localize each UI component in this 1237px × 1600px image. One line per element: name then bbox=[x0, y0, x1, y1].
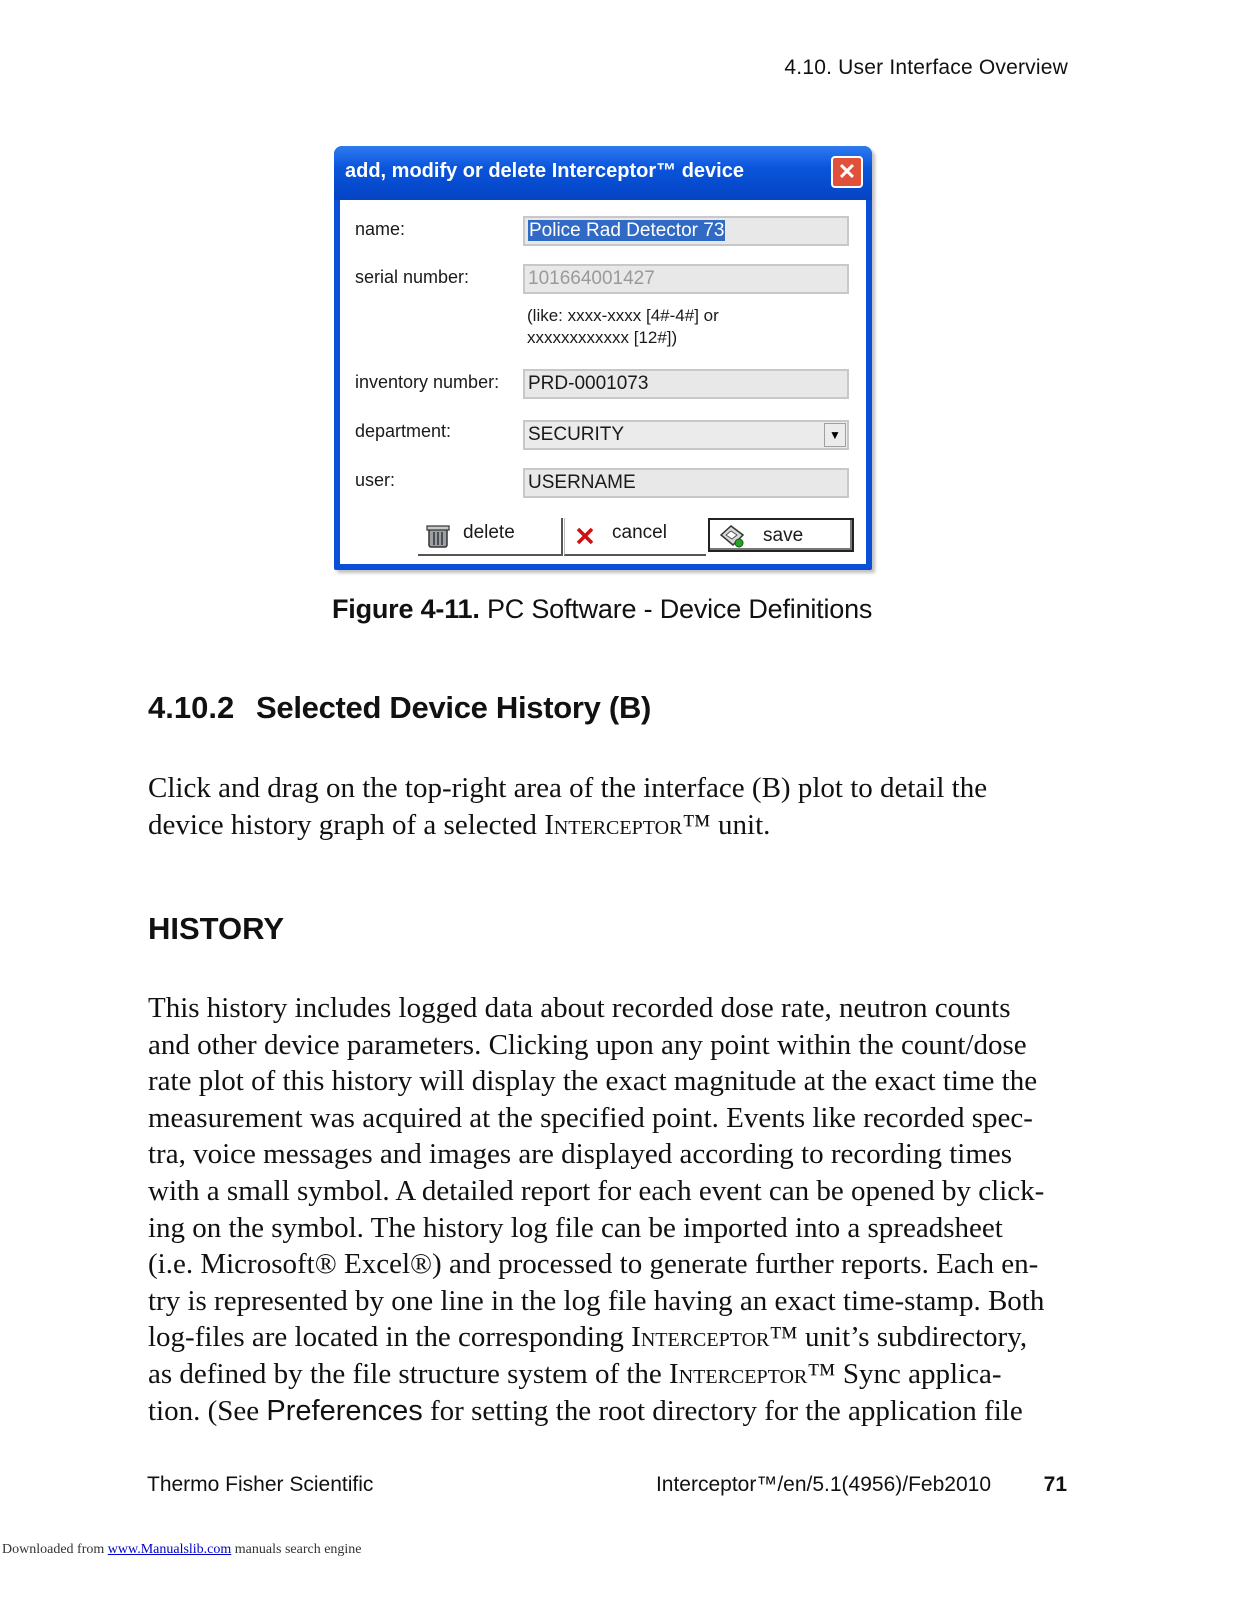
text-line: This history includes logged data about recorded dose rate, neutron counts bbox=[148, 992, 1011, 1024]
text-line: rate plot of this history will display the exact magnitude at the exact time the bbox=[148, 1065, 1038, 1098]
serial-label: serial number: bbox=[355, 267, 470, 287]
preferences-reference: Preferences bbox=[266, 1394, 423, 1427]
name-label: name: bbox=[355, 219, 406, 239]
trash-can-icon bbox=[424, 521, 452, 549]
cancel-x-icon bbox=[575, 526, 595, 546]
hint-line: (like: xxxx-xxxx [4#-4#] or bbox=[527, 306, 719, 325]
text-line: as defined by the file structure system of the Interceptor™ Sync applica- bbox=[148, 1357, 1002, 1390]
text-line: tra, voice messages and images are displayed according to recording times bbox=[148, 1138, 1013, 1171]
footer-company: Thermo Fisher Scientific bbox=[147, 1473, 374, 1496]
save-disk-icon bbox=[718, 523, 746, 549]
manualslib-link[interactable]: www.Manualslib.com bbox=[107, 1542, 232, 1557]
text-line: with a small symbol. A detailed report for each event can be opened by click- bbox=[148, 1174, 1045, 1207]
download-watermark: Downloaded from www.Manualslib.com manuals search engine bbox=[2, 1542, 362, 1557]
text-line: ing on the symbol. The history log file can be imported into a spreadsheet bbox=[148, 1211, 1003, 1244]
delete-button[interactable] bbox=[418, 518, 563, 556]
inventory-number-field[interactable]: PRD-0001073 bbox=[523, 369, 849, 399]
close-icon[interactable]: ✕ bbox=[831, 156, 863, 188]
text-line: try is represented by one line in the log file having an exact time-stamp. Both bbox=[148, 1284, 1045, 1317]
section-number: 4.10.2 bbox=[148, 690, 235, 725]
user-field[interactable]: USERNAME bbox=[523, 468, 849, 498]
text-line: device history graph of a selected Interceptor™ unit. bbox=[148, 808, 771, 841]
inventory-label: inventory number: bbox=[355, 372, 500, 392]
save-label: save bbox=[763, 525, 804, 546]
chevron-down-icon[interactable]: ▼ bbox=[824, 423, 846, 447]
text-line: Click and drag on the top-right area of the interface (B) plot to detail the bbox=[148, 772, 988, 804]
product-name: Interceptor bbox=[544, 808, 683, 841]
section-title: Selected Device History (B) bbox=[256, 690, 652, 725]
text-line: and other device parameters. Clicking upon any point within the count/dose bbox=[148, 1028, 1027, 1061]
figure-caption bbox=[332, 594, 872, 625]
dialog-client-area bbox=[340, 200, 866, 564]
text-line: measurement was acquired at the specified point. Events like recorded spec- bbox=[148, 1101, 1033, 1134]
figure-number: Figure 4-11. bbox=[332, 594, 480, 624]
footer-document-id: Interceptor™/en/5.1(4956)/Feb2010 bbox=[655, 1473, 991, 1496]
dialog-title: add, modify or delete Interceptor™ device bbox=[345, 160, 744, 182]
text-line: tion. (See Preferences for setting the root directory for the application file bbox=[148, 1394, 1023, 1427]
figure-caption-text: PC Software - Device Definitions bbox=[486, 594, 873, 624]
hint-line: xxxxxxxxxxxx [12#]) bbox=[527, 328, 678, 347]
text-line: (i.e. Microsoft® Excel®) and processed to generate further reports. Each en- bbox=[148, 1248, 1039, 1281]
dialog-titlebar[interactable] bbox=[334, 146, 872, 200]
cancel-button[interactable] bbox=[564, 518, 706, 556]
serial-number-field[interactable]: 101664001427 bbox=[523, 264, 849, 294]
name-value: Police Rad Detector 73 bbox=[529, 220, 725, 241]
department-select[interactable] bbox=[523, 420, 849, 450]
text-line: log-files are located in the corresponding Interceptor™ unit’s subdirectory, bbox=[148, 1321, 1028, 1354]
name-field[interactable] bbox=[523, 216, 849, 246]
device-dialog bbox=[334, 146, 872, 570]
serial-format-hint bbox=[527, 305, 719, 349]
history-paragraph bbox=[148, 990, 1063, 1429]
product-name: Interceptor bbox=[631, 1321, 770, 1354]
delete-label: delete bbox=[463, 522, 515, 543]
page-number: 71 bbox=[1043, 1473, 1067, 1496]
department-value: SECURITY bbox=[528, 424, 625, 445]
product-name: Interceptor bbox=[669, 1357, 808, 1390]
department-label: department: bbox=[355, 421, 452, 441]
intro-paragraph bbox=[148, 770, 1063, 843]
save-button[interactable] bbox=[708, 518, 854, 552]
user-label: user: bbox=[355, 470, 396, 490]
running-head: 4.10. User Interface Overview bbox=[784, 56, 1068, 79]
history-heading: HISTORY bbox=[148, 911, 285, 946]
cancel-label: cancel bbox=[612, 522, 667, 543]
